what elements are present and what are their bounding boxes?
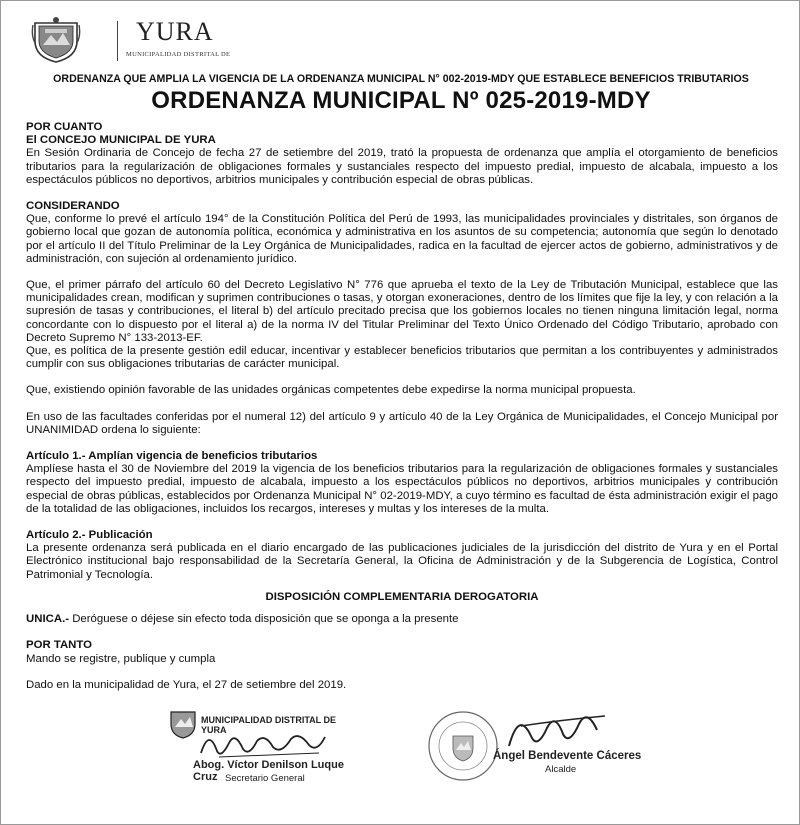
articulo-2-heading: Artículo 2.- Publicación — [26, 529, 153, 542]
por-tanto-heading: POR TANTO — [26, 639, 93, 652]
mayor-signature-scribble-icon — [501, 706, 611, 754]
concejo-heading: El CONCEJO MUNICIPAL DE YURA — [26, 134, 216, 147]
por-tanto-text: Mando se registre, publique y cumpla — [26, 652, 216, 665]
disposicion-heading: DISPOSICIÓN COMPLEMENTARIA DEROGATORIA — [265, 590, 539, 603]
municipal-crest-icon — [31, 15, 81, 63]
ordinance-body — [26, 121, 778, 692]
signature-secretary — [169, 709, 349, 787]
municipality-header — [31, 15, 281, 65]
secretary-name: Abog. Víctor Denilson Luque Cruz — [193, 759, 344, 783]
unica-clause — [26, 613, 778, 626]
considerando-paragraph: Que, existiendo opinión favorable de las unidades orgánicas competentes debe expedirse la norma municipal propuesta. — [26, 384, 636, 397]
articulo-1-text: Amplíese hasta el 30 de Noviembre del 2019 la vigencia de los beneficios tributarios para la regularización de obligaciones formales y sustanciales respecto del impuesto predial, impuesto de alcabala, impuesto a los espectáculos públicos no deportivos, arbitrios municipales y contribución especial de obras públicas, establecidos por Ordenanza Municipal N° 02-2019-MDY, a cuyo término es facultad de ésta administración exigir el pago de la totalidad de las obligaciones, incluidos los recargos, intereses y multas y los intereses de la multa. — [26, 463, 778, 515]
por-cuanto-text: En Sesión Ordinaria de Concejo de fecha 27 de setiembre del 2019, trató la propuesta de ordenanza que amplía el otorgamiento de beneficios tributarios para la regularización de obligaciones formales y sustanciales respecto del impuesto predial, impuesto de alcabala, impuesto a los espectáculos públicos no deportivos, arbitrios municipales y contribución especial de obras públicas. — [26, 147, 778, 186]
unica-text: Deróguese o déjese sin efecto toda disposición que se oponga a la presente — [69, 613, 459, 626]
brand-name: YURA — [136, 17, 214, 46]
unica-label: UNICA.- — [26, 613, 70, 626]
round-seal-icon — [427, 710, 499, 782]
ordinance-title: ORDENANZA MUNICIPAL Nº 025-2019-MDY — [151, 87, 651, 114]
secretary-role: Secretario General — [225, 773, 305, 784]
mayor-role: Alcalde — [545, 764, 577, 775]
articulo-2-text: La presente ordenanza será publicada en el diario encargado de las publicaciones judiciales de la jurisdicción del distrito de Yura y en el Portal Electrónico institucional bajo responsabilidad de la Secretaría General, la Oficina de Administración y de la Subgerencia de Logística, Control Patrimonial y Tecnología. — [26, 542, 778, 581]
considerando-paragraph: Que, es política de la presente gestión edil educar, incentivar y establecer beneficios tributarios que permitan a los contribuyentes y administrados cumplir con sus obligaciones tributarias de carácter municipal. — [26, 345, 778, 371]
header-divider — [117, 21, 118, 61]
considerando-paragraph: En uso de las facultades conferidas por el numeral 12) del artículo 9 y artículo 40 de la Ley Orgánica de Municipalidades, el Concejo Municipal por UNANIMIDAD ordena lo siguiente: — [26, 410, 778, 436]
stamp-crest-icon — [169, 709, 197, 739]
considerando-paragraph: Que, conforme lo prevé el artículo 194° de la Constitución Política del Perú de 1993, las municipalidades provinciales y distritales, son órganos de gobierno local que gozan de autonomía política, económica y administrativa en los asuntos de su competencia; autonomía que según lo denotado por el artículo II del Título Preliminar de la Ley Orgánica de Municipalidades, radica en la facultad de ejercer actos de gobierno, administrativos y de administración, con sujeción al ordenamiento jurídico. — [26, 213, 778, 265]
dado-line: Dado en la municipalidad de Yura, el 27 de setiembre del 2019. — [26, 678, 347, 691]
articulo-1-heading: Artículo 1.- Amplían vigencia de beneficios tributarios — [26, 450, 318, 463]
considerando-heading: CONSIDERANDO — [26, 200, 120, 213]
considerando-paragraph: Que, el primer párrafo del artículo 60 del Decreto Legislativo N° 776 que aprueba el texto de la Ley de Tributación Municipal, establece que las municipalidades crean, modifican y suprimen contribuciones o tasas, y otorgan exoneraciones, dentro de los límites que fije la ley, y con relación a la supresión de tasas y contribuciones, el literal b) del artículo precitado precisa que los gobiernos locales no tienen ninguna limitación legal, norma concordante con lo dispuesto por el literal a) de la norma IV del Titular Preliminar del Texto Único Ordenado del Código Tributario, aprobado con Decreto Supremo N° 133-2013-EF. — [26, 279, 778, 344]
ordinance-subtitle: ORDENANZA QUE AMPLIA LA VIGENCIA DE LA ORDENANZA MUNICIPAL N° 002-2019-MDY QUE ESTABLECE BENEFICIOS TRIBUTARIOS — [53, 73, 749, 85]
mayor-name: Ángel Bendevente Cáceres — [493, 750, 642, 762]
stamp-label: MUNICIPALIDAD DISTRITAL DE YURA — [201, 715, 336, 735]
signature-mayor — [421, 706, 661, 786]
por-cuanto-heading: POR CUANTO — [26, 121, 103, 133]
brand-subtitle: MUNICIPALIDAD DISTRITAL DE — [126, 51, 231, 58]
signature-scribble-icon — [199, 723, 329, 763]
